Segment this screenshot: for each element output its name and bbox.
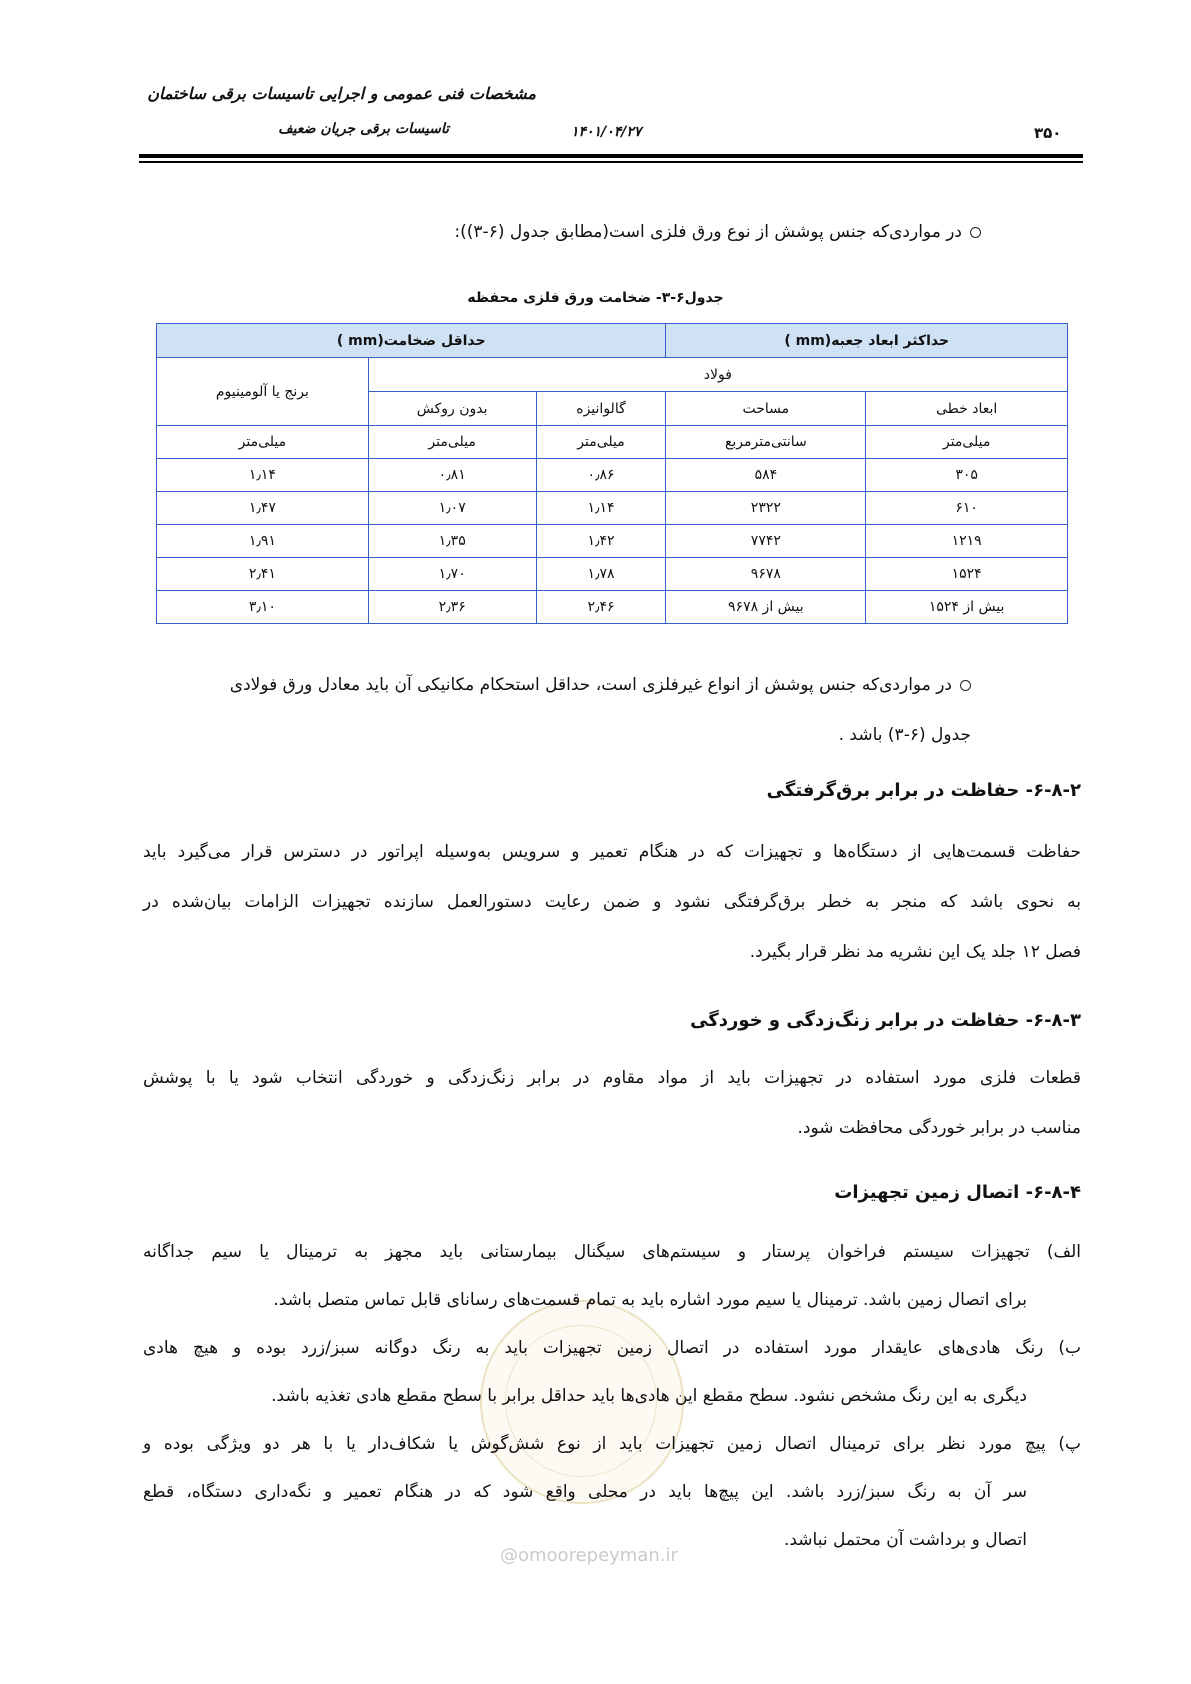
heading-6-8-4: ۶-۸-۴- اتصال زمین تجهیزات: [834, 1182, 1081, 1203]
paragraph-line: پ) پیچ مورد نظر برای ترمینال اتصال زمین تجهیزات باید از نوع شش‌گوش یا شکاف‌دار یا با هر دو ویژگی بوده و: [143, 1434, 1081, 1454]
table-cell: ۲۳۲۲: [666, 492, 866, 525]
intro-bullet-text: در مواردی‌که جنس پوشش از نوع ورق فلزی است(مطابق جدول (۶-۳)):: [454, 222, 962, 242]
header-linear: ابعاد خطی: [866, 392, 1068, 426]
paragraph-line: سر آن به رنگ سبز/زرد باشد. این پیچ‌ها باید در محلی واقع شود که در هنگام تعمیر و نگه‌داری دستگاه، قطع: [143, 1482, 1027, 1502]
unit-cell: میلی‌متر: [368, 426, 536, 459]
paragraph-line: فصل ۱۲ جلد یک این نشریه مد نظر قرار بگیرد.: [749, 942, 1081, 962]
table-row: [157, 591, 1068, 624]
table-cell: ۵۸۴: [666, 459, 866, 492]
table-cell: ۱٫۰۷: [368, 492, 536, 525]
paragraph-line: به نحوی باشد که منجر به خطر برق‌گرفتگی نشود و ضمن رعایت دستورالعمل سازنده تجهیزات الزامات بیان‌شده در: [143, 892, 1081, 912]
heading-6-8-2: ۶-۸-۲- حفاظت در برابر برق‌گرفتگی: [766, 780, 1081, 801]
paragraph-line: ب) رنگ هادی‌های عایقدار مورد استفاده در اتصال زمین تجهیزات باید به رنگ دوگانه سبز/زرد بوده و هیچ هادی: [143, 1338, 1081, 1358]
table-cell: ۱٫۴۲: [536, 525, 666, 558]
header-min-thickness: حداقل ضخامت(mm ): [157, 324, 666, 358]
table-cell: ۲٫۳۶: [368, 591, 536, 624]
thickness-table: [156, 323, 1068, 624]
unit-cell: سانتی‌مترمربع: [666, 426, 866, 459]
bullet-circle-icon: [960, 680, 971, 691]
table-caption: جدول۶-۳- ضخامت ورق فلزی محفظه: [467, 290, 724, 306]
table-cell: ۱٫۳۵: [368, 525, 536, 558]
header-max-dimensions: حداکثر ابعاد جعبه(mm ): [666, 324, 1068, 358]
table-cell: بیش از ۱۵۲۴: [866, 591, 1068, 624]
header-steel: فولاد: [368, 358, 1067, 392]
table-cell: ۱۲۱۹: [866, 525, 1068, 558]
table-cell: ۱٫۴۷: [157, 492, 369, 525]
table-row: [157, 525, 1068, 558]
unit-cell: میلی‌متر: [866, 426, 1068, 459]
page-number: ۳۵۰: [1034, 124, 1062, 142]
table-cell: ۰٫۸۱: [368, 459, 536, 492]
table-cell: ۱٫۱۴: [536, 492, 666, 525]
section-subtitle: تاسیسات برقی جریان ضعیف: [278, 121, 449, 137]
table-cell: ۷۷۴۲: [666, 525, 866, 558]
table-row: [157, 492, 1068, 525]
paragraph-line: دیگری به این رنگ مشخص نشود. سطح مقطع این هادی‌ها باید حداقل برابر با سطح مقطع هادی تغذیه باشد.: [271, 1386, 1027, 1406]
bullet-nonmetal-line2: جدول (۶-۳) باشد .: [838, 725, 971, 745]
header-rule-thin: [139, 161, 1083, 163]
table-cell: ۱٫۷۸: [536, 558, 666, 591]
bullet-nonmetal-line1: [230, 675, 971, 695]
table-cell: ۰٫۸۶: [536, 459, 666, 492]
header-galvanized: گالوانیزه: [536, 392, 666, 426]
table-cell: ۶۱۰: [866, 492, 1068, 525]
table-cell: ۱٫۹۱: [157, 525, 369, 558]
table-cell: بیش از ۹۶۷۸: [666, 591, 866, 624]
watermark-text: @omoorepeyman.ir: [500, 1545, 678, 1566]
bullet-circle-icon: [970, 227, 981, 238]
table-row: [157, 558, 1068, 591]
document-date: ۱۴۰۱/۰۴/۲۷: [571, 124, 642, 140]
paragraph-line: برای اتصال زمین باشد. ترمینال یا سیم مورد اشاره باید به تمام قسمت‌های رسانای قابل تماس متصل باشد.: [273, 1290, 1027, 1310]
document-title: مشخصات فنی عمومی و اجرایی تاسیسات برقی ساختمان: [147, 84, 536, 103]
table-cell: ۱٫۷۰: [368, 558, 536, 591]
bullet-nonmetal-text: در مواردی‌که جنس پوشش از انواع غیرفلزی است، حداقل استحکام مکانیکی آن باید معادل ورق فولادی: [229, 675, 952, 695]
heading-6-8-3: ۶-۸-۳- حفاظت در برابر زنگ‌زدگی و خوردگی: [690, 1010, 1081, 1031]
header-rule-thick: [139, 154, 1083, 158]
table-cell: ۳۰۵: [866, 459, 1068, 492]
unit-cell: میلی‌متر: [536, 426, 666, 459]
header-brass-aluminum: برنج یا آلومینیوم: [157, 358, 369, 426]
table-cell: ۱٫۱۴: [157, 459, 369, 492]
table-cell: ۳٫۱۰: [157, 591, 369, 624]
table-cell: ۱۵۲۴: [866, 558, 1068, 591]
table-cell: ۲٫۴۶: [536, 591, 666, 624]
table-cell: ۹۶۷۸: [666, 558, 866, 591]
table-cell: ۲٫۴۱: [157, 558, 369, 591]
table-row: [157, 459, 1068, 492]
header-uncoated: بدون روکش: [368, 392, 536, 426]
paragraph-line: حفاظت قسمت‌هایی از دستگاه‌ها و تجهیزات که در هنگام تعمیر و سرویس به‌وسیله اپراتور در دسترس قرار می‌گیرد باید: [143, 842, 1081, 862]
paragraph-line: مناسب در برابر خوردگی محافظت شود.: [797, 1118, 1081, 1138]
paragraph-line: الف) تجهیزات سیستم فراخوان پرستار و سیستم‌های سیگنال بیمارستانی باید مجهز به ترمینال یا سیم جداگانه: [143, 1242, 1081, 1262]
paragraph-line: اتصال و برداشت آن محتمل نباشد.: [783, 1530, 1027, 1550]
paragraph-line: قطعات فلزی مورد استفاده در تجهیزات باید از مواد مقاوم در برابر زنگ‌زدگی و خوردگی انتخاب شود یا با پوشش: [143, 1068, 1081, 1088]
intro-bullet: [454, 222, 981, 242]
unit-cell: میلی‌متر: [157, 426, 369, 459]
header-area: مساحت: [666, 392, 866, 426]
